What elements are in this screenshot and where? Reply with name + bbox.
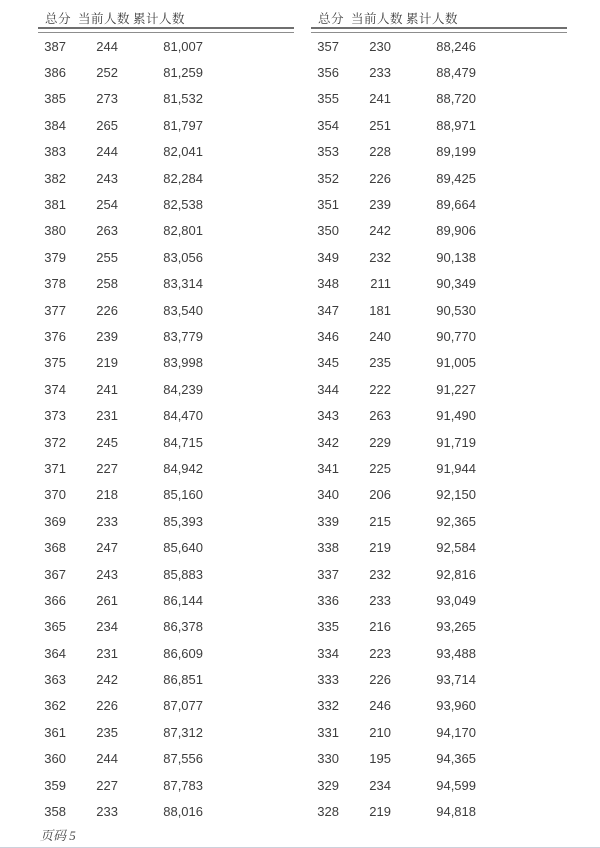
cumulative-count-cell: 81,532 [163, 91, 203, 107]
current-count-cell: 246 [369, 698, 391, 714]
total-score-cell: 349 [317, 249, 339, 265]
cumulative-count-cell: 84,239 [163, 381, 203, 397]
table-header-right [311, 6, 567, 27]
cumulative-count-cell: 92,584 [436, 540, 476, 556]
current-count-cell: 233 [96, 513, 118, 529]
table-row [311, 271, 567, 297]
column-header-cumulative-count: 累计人数 [406, 12, 459, 26]
total-score-cell: 329 [317, 777, 339, 793]
cumulative-count-cell: 88,720 [436, 91, 476, 107]
current-count-cell: 234 [96, 619, 118, 635]
current-count-cell: 225 [369, 460, 391, 476]
total-score-cell: 343 [317, 408, 339, 424]
total-score-cell: 337 [317, 566, 339, 582]
total-score-cell: 370 [44, 487, 66, 503]
table-row [38, 561, 294, 587]
table-row [38, 587, 294, 613]
cumulative-count-cell: 88,971 [436, 117, 476, 133]
total-score-cell: 332 [317, 698, 339, 714]
current-count-cell: 240 [369, 328, 391, 344]
table-row [38, 323, 294, 349]
cumulative-count-cell: 90,138 [436, 249, 476, 265]
current-count-cell: 263 [369, 408, 391, 424]
current-count-cell: 242 [369, 223, 391, 239]
cumulative-count-cell: 86,378 [163, 619, 203, 635]
current-count-cell: 252 [96, 65, 118, 81]
cumulative-count-cell: 85,640 [163, 540, 203, 556]
total-score-cell: 381 [44, 197, 66, 213]
table-row [311, 587, 567, 613]
column-header-cumulative-count: 累计人数 [133, 12, 186, 26]
current-count-cell: 235 [96, 724, 118, 740]
total-score-cell: 382 [44, 170, 66, 186]
cumulative-count-cell: 81,797 [163, 117, 203, 133]
table-row [311, 640, 567, 666]
current-count-cell: 206 [369, 487, 391, 503]
total-score-cell: 383 [44, 144, 66, 160]
table-row [38, 429, 294, 455]
current-count-cell: 226 [369, 672, 391, 688]
current-count-cell: 230 [369, 38, 391, 54]
table-row [311, 772, 567, 798]
cumulative-count-cell: 85,883 [163, 566, 203, 582]
cumulative-count-cell: 89,425 [436, 170, 476, 186]
score-table-right [311, 6, 567, 825]
table-row [311, 350, 567, 376]
current-count-cell: 216 [369, 619, 391, 635]
table-row [311, 191, 567, 217]
current-count-cell: 242 [96, 672, 118, 688]
cumulative-count-cell: 86,609 [163, 645, 203, 661]
cumulative-count-cell: 89,906 [436, 223, 476, 239]
cumulative-count-cell: 81,259 [163, 65, 203, 81]
cumulative-count-cell: 82,284 [163, 170, 203, 186]
current-count-cell: 218 [96, 487, 118, 503]
current-count-cell: 231 [96, 645, 118, 661]
current-count-cell: 226 [96, 698, 118, 714]
current-count-cell: 219 [369, 804, 391, 820]
cumulative-count-cell: 88,479 [436, 65, 476, 81]
cumulative-count-cell: 82,041 [163, 144, 203, 160]
cumulative-count-cell: 91,005 [436, 355, 476, 371]
total-score-cell: 339 [317, 513, 339, 529]
column-header-current-count: 当前人数 [78, 12, 131, 26]
cumulative-count-cell: 83,998 [163, 355, 203, 371]
total-score-cell: 364 [44, 645, 66, 661]
cumulative-count-cell: 90,770 [436, 328, 476, 344]
total-score-cell: 361 [44, 724, 66, 740]
cumulative-count-cell: 88,246 [436, 38, 476, 54]
cumulative-count-cell: 83,540 [163, 302, 203, 318]
current-count-cell: 219 [369, 540, 391, 556]
total-score-cell: 351 [317, 197, 339, 213]
total-score-cell: 372 [44, 434, 66, 450]
table-row [311, 508, 567, 534]
total-score-cell: 345 [317, 355, 339, 371]
total-score-cell: 334 [317, 645, 339, 661]
total-score-cell: 368 [44, 540, 66, 556]
total-score-cell: 354 [317, 117, 339, 133]
total-score-cell: 384 [44, 117, 66, 133]
table-row [311, 798, 567, 824]
current-count-cell: 243 [96, 566, 118, 582]
total-score-cell: 379 [44, 249, 66, 265]
table-row [38, 482, 294, 508]
cumulative-count-cell: 89,664 [436, 197, 476, 213]
current-count-cell: 245 [96, 434, 118, 450]
total-score-cell: 347 [317, 302, 339, 318]
current-count-cell: 254 [96, 197, 118, 213]
table-row [311, 455, 567, 481]
total-score-cell: 356 [317, 65, 339, 81]
current-count-cell: 231 [96, 408, 118, 424]
total-score-cell: 362 [44, 698, 66, 714]
total-score-cell: 348 [317, 276, 339, 292]
current-count-cell: 235 [369, 355, 391, 371]
table-row [38, 350, 294, 376]
cumulative-count-cell: 86,851 [163, 672, 203, 688]
current-count-cell: 239 [96, 328, 118, 344]
table-row [311, 165, 567, 191]
cumulative-count-cell: 84,715 [163, 434, 203, 450]
total-score-cell: 353 [317, 144, 339, 160]
current-count-cell: 223 [369, 645, 391, 661]
table-row [38, 534, 294, 560]
current-count-cell: 211 [370, 276, 391, 292]
total-score-cell: 371 [44, 460, 66, 476]
current-count-cell: 244 [96, 38, 118, 54]
current-count-cell: 258 [96, 276, 118, 292]
table-row [38, 139, 294, 165]
cumulative-count-cell: 86,144 [163, 592, 203, 608]
table-row [311, 746, 567, 772]
current-count-cell: 210 [369, 724, 391, 740]
total-score-cell: 363 [44, 672, 66, 688]
total-score-cell: 360 [44, 751, 66, 767]
table-row [38, 614, 294, 640]
column-header-total-score: 总分 [45, 12, 72, 26]
table-row [311, 323, 567, 349]
table-row [311, 402, 567, 428]
total-score-cell: 369 [44, 513, 66, 529]
current-count-cell: 222 [369, 381, 391, 397]
cumulative-count-cell: 83,779 [163, 328, 203, 344]
table-row [38, 640, 294, 666]
total-score-cell: 376 [44, 328, 66, 344]
table-header-left [38, 6, 294, 27]
current-count-cell: 243 [96, 170, 118, 186]
table-row [311, 482, 567, 508]
table-row [311, 719, 567, 745]
cumulative-count-cell: 90,530 [436, 302, 476, 318]
current-count-cell: 195 [369, 751, 391, 767]
cumulative-count-cell: 88,016 [163, 804, 203, 820]
current-count-cell: 233 [96, 804, 118, 820]
cumulative-count-cell: 89,199 [436, 144, 476, 160]
cumulative-count-cell: 84,942 [163, 460, 203, 476]
table-row [38, 165, 294, 191]
total-score-cell: 375 [44, 355, 66, 371]
cumulative-count-cell: 94,599 [436, 777, 476, 793]
table-row [38, 746, 294, 772]
total-score-cell: 387 [44, 38, 66, 54]
total-score-cell: 365 [44, 619, 66, 635]
total-score-cell: 338 [317, 540, 339, 556]
cumulative-count-cell: 83,314 [163, 276, 203, 292]
table-row [38, 86, 294, 112]
total-score-cell: 367 [44, 566, 66, 582]
total-score-cell: 374 [44, 381, 66, 397]
table-row [311, 297, 567, 323]
total-score-cell: 350 [317, 223, 339, 239]
table-row [38, 271, 294, 297]
cumulative-count-cell: 87,077 [163, 698, 203, 714]
total-score-cell: 330 [317, 751, 339, 767]
total-score-cell: 352 [317, 170, 339, 186]
table-row [311, 693, 567, 719]
cumulative-count-cell: 83,056 [163, 249, 203, 265]
table-row [38, 112, 294, 138]
table-body-left [38, 33, 294, 825]
cumulative-count-cell: 93,488 [436, 645, 476, 661]
table-row [311, 614, 567, 640]
total-score-cell: 355 [317, 91, 339, 107]
total-score-cell: 373 [44, 408, 66, 424]
cumulative-count-cell: 94,365 [436, 751, 476, 767]
score-table-left [38, 6, 294, 825]
table-row [38, 33, 294, 59]
cumulative-count-cell: 87,312 [163, 724, 203, 740]
cumulative-count-cell: 91,227 [436, 381, 476, 397]
table-row [38, 508, 294, 534]
table-row [38, 719, 294, 745]
table-row [311, 666, 567, 692]
total-score-cell: 386 [44, 65, 66, 81]
current-count-cell: 228 [369, 144, 391, 160]
cumulative-count-cell: 91,944 [436, 460, 476, 476]
table-row [38, 376, 294, 402]
total-score-cell: 336 [317, 592, 339, 608]
table-row [38, 218, 294, 244]
total-score-cell: 344 [317, 381, 339, 397]
current-count-cell: 241 [369, 91, 391, 107]
table-row [38, 297, 294, 323]
cumulative-count-cell: 81,007 [163, 38, 203, 54]
current-count-cell: 226 [96, 302, 118, 318]
current-count-cell: 233 [369, 592, 391, 608]
cumulative-count-cell: 94,818 [436, 804, 476, 820]
column-header-current-count: 当前人数 [351, 12, 404, 26]
table-row [311, 534, 567, 560]
total-score-cell: 335 [317, 619, 339, 635]
current-count-cell: 255 [96, 249, 118, 265]
current-count-cell: 181 [369, 302, 391, 318]
table-row [38, 666, 294, 692]
total-score-cell: 357 [317, 38, 339, 54]
current-count-cell: 233 [369, 65, 391, 81]
current-count-cell: 219 [96, 355, 118, 371]
total-score-cell: 340 [317, 487, 339, 503]
cumulative-count-cell: 82,538 [163, 197, 203, 213]
total-score-cell: 328 [317, 804, 339, 820]
table-row [38, 402, 294, 428]
cumulative-count-cell: 85,393 [163, 513, 203, 529]
current-count-cell: 244 [96, 144, 118, 160]
table-row [311, 86, 567, 112]
table-body-right [311, 33, 567, 825]
page-number: 页码 5 [40, 828, 76, 843]
current-count-cell: 244 [96, 751, 118, 767]
cumulative-count-cell: 93,265 [436, 619, 476, 635]
current-count-cell: 273 [96, 91, 118, 107]
total-score-cell: 359 [44, 777, 66, 793]
table-row [38, 244, 294, 270]
current-count-cell: 215 [369, 513, 391, 529]
cumulative-count-cell: 93,960 [436, 698, 476, 714]
cumulative-count-cell: 91,719 [436, 434, 476, 450]
current-count-cell: 239 [369, 197, 391, 213]
current-count-cell: 234 [369, 777, 391, 793]
current-count-cell: 226 [369, 170, 391, 186]
table-row [311, 561, 567, 587]
total-score-cell: 342 [317, 434, 339, 450]
cumulative-count-cell: 93,714 [436, 672, 476, 688]
total-score-cell: 358 [44, 804, 66, 820]
table-row [38, 455, 294, 481]
table-row [311, 33, 567, 59]
current-count-cell: 227 [96, 777, 118, 793]
cumulative-count-cell: 92,150 [436, 487, 476, 503]
total-score-cell: 346 [317, 328, 339, 344]
table-row [38, 798, 294, 824]
current-count-cell: 232 [369, 566, 391, 582]
cumulative-count-cell: 93,049 [436, 592, 476, 608]
cumulative-count-cell: 84,470 [163, 408, 203, 424]
current-count-cell: 265 [96, 117, 118, 133]
table-row [311, 139, 567, 165]
table-row [38, 191, 294, 217]
total-score-cell: 366 [44, 592, 66, 608]
table-row [311, 376, 567, 402]
current-count-cell: 227 [96, 460, 118, 476]
cumulative-count-cell: 94,170 [436, 724, 476, 740]
current-count-cell: 263 [96, 223, 118, 239]
current-count-cell: 241 [96, 381, 118, 397]
total-score-cell: 333 [317, 672, 339, 688]
column-header-total-score: 总分 [318, 12, 345, 26]
total-score-cell: 377 [44, 302, 66, 318]
current-count-cell: 232 [369, 249, 391, 265]
total-score-cell: 341 [317, 460, 339, 476]
total-score-cell: 378 [44, 276, 66, 292]
total-score-cell: 380 [44, 223, 66, 239]
table-row [38, 59, 294, 85]
cumulative-count-cell: 87,556 [163, 751, 203, 767]
table-row [311, 112, 567, 138]
total-score-cell: 331 [317, 724, 339, 740]
current-count-cell: 251 [369, 117, 391, 133]
cumulative-count-cell: 82,801 [163, 223, 203, 239]
table-row [311, 244, 567, 270]
table-row [311, 59, 567, 85]
cumulative-count-cell: 85,160 [163, 487, 203, 503]
cumulative-count-cell: 92,365 [436, 513, 476, 529]
total-score-cell: 385 [44, 91, 66, 107]
cumulative-count-cell: 91,490 [436, 408, 476, 424]
current-count-cell: 229 [369, 434, 391, 450]
current-count-cell: 261 [96, 592, 118, 608]
current-count-cell: 247 [96, 540, 118, 556]
cumulative-count-cell: 92,816 [436, 566, 476, 582]
table-row [38, 693, 294, 719]
table-row [38, 772, 294, 798]
cumulative-count-cell: 87,783 [163, 777, 203, 793]
cumulative-count-cell: 90,349 [436, 276, 476, 292]
table-row [311, 218, 567, 244]
table-row [311, 429, 567, 455]
